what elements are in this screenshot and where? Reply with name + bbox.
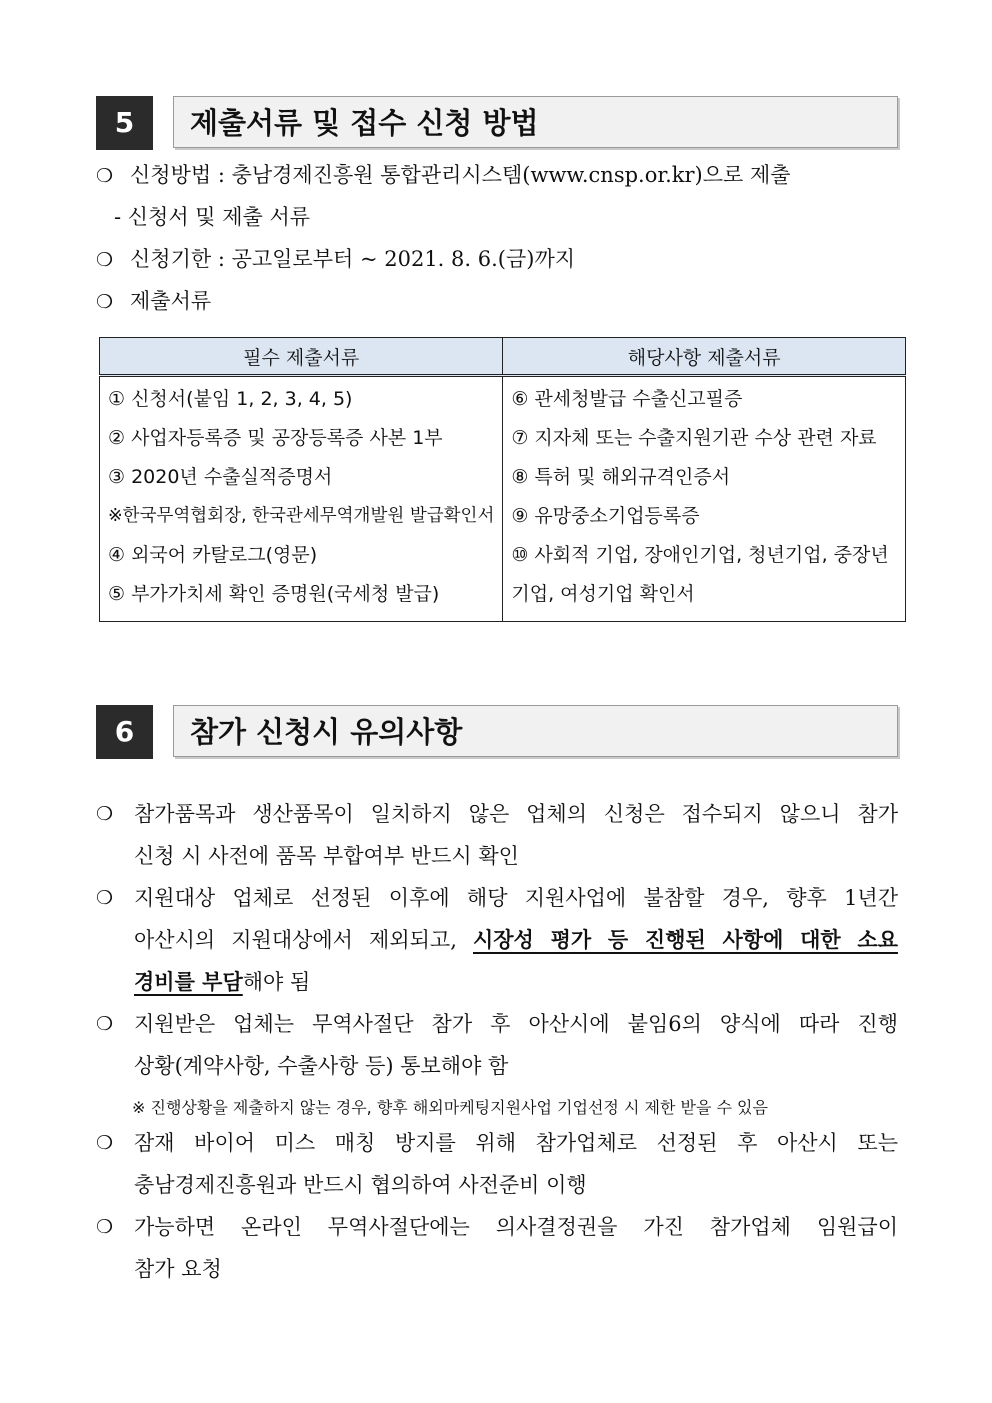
deadline-text: 신청기한 : 공고일로부터 ~ 2021. 8. 6.(금)까지 <box>130 247 576 271</box>
method-text: 신청방법 : 충남경제진흥원 통합관리시스템(www.cnsp.or.kr)으로 제출 <box>130 163 791 187</box>
optional-doc-item: ⑩ 사회적 기업, 장애인기업, 청년기업, 중장년 <box>511 544 889 566</box>
notice-text: 해야 됨 <box>242 970 311 994</box>
required-doc-note: ※한국무역협회장, 한국관세무역개발원 발급확인서 <box>108 506 495 526</box>
notice-line: 참가품목과 생산품목이 일치하지 않은 업체의 신청은 접수되지 않으니 참가 <box>134 802 898 826</box>
circle-bullet-icon: ❍ <box>96 1132 114 1154</box>
circle-bullet-icon: ❍ <box>96 1013 114 1035</box>
notice-line: 상황(계약사항, 수출사항 등) 통보해야 함 <box>134 1054 509 1078</box>
notice-text: 아산시의 지원대상에서 제외되고, <box>134 928 473 952</box>
required-doc-item: ⑤ 부가가치세 확인 증명원(국세청 발급) <box>108 583 440 605</box>
circle-bullet-icon: ❍ <box>96 803 114 825</box>
table-header-required: 필수 제출서류 <box>100 338 503 376</box>
docs-line <box>96 286 211 317</box>
optional-doc-item: ⑧ 특허 및 해외규격인증서 <box>511 466 731 488</box>
notice-line: 참가 요청 <box>134 1257 222 1281</box>
section-number: 6 <box>96 705 153 759</box>
notice-line: 신청 시 사전에 품목 부합여부 반드시 확인 <box>134 844 519 868</box>
required-doc-item: ③ 2020년 수출실적증명서 <box>108 466 333 488</box>
notice-item <box>96 1206 898 1290</box>
optional-doc-item: ⑨ 유망중소기업등록증 <box>511 505 700 527</box>
circle-bullet-icon: ❍ <box>96 1216 114 1238</box>
section-title: 제출서류 및 접수 신청 방법 <box>173 96 898 148</box>
notice-line: 가능하면 온라인 무역사절단에는 의사결정권을 가진 참가업체 임원급이 <box>134 1215 898 1239</box>
optional-doc-item: ⑥ 관세청발급 수출신고필증 <box>511 388 743 410</box>
circle-bullet-icon: ❍ <box>96 249 114 271</box>
notice-item <box>96 877 898 1003</box>
deadline-line <box>96 244 575 275</box>
circle-bullet-icon: ❍ <box>96 291 114 313</box>
section-5-header <box>96 96 900 150</box>
notice-item <box>96 1003 898 1087</box>
section-title: 참가 신청시 유의사항 <box>173 705 898 757</box>
notice-line: 지원받은 업체는 무역사절단 참가 후 아산시에 붙임6의 양식에 따라 진행 <box>134 1012 898 1036</box>
optional-docs-cell <box>503 376 906 622</box>
notice-line: 지원대상 업체로 선정된 이후에 해당 지원사업에 불참할 경우, 향후 1년간 <box>134 886 898 910</box>
docs-text: 제출서류 <box>130 289 212 313</box>
notice-line: 충남경제진흥원과 반드시 협의하여 사전준비 이행 <box>134 1173 587 1197</box>
optional-doc-item-continued: 기업, 여성기업 확인서 <box>511 583 695 605</box>
notice-item <box>96 1122 898 1206</box>
circle-bullet-icon: ❍ <box>96 887 114 909</box>
table-header-optional: 해당사항 제출서류 <box>503 338 906 376</box>
documents-table <box>99 337 906 622</box>
optional-doc-item: ⑦ 지자체 또는 수출지원기관 수상 관련 자료 <box>511 427 877 449</box>
required-docs-cell <box>100 376 503 622</box>
notice-item <box>96 793 898 877</box>
emphasis-text: 시장성 평가 등 진행된 사항에 대한 소요 <box>472 927 898 952</box>
required-doc-item: ② 사업자등록증 및 공장등록증 사본 1부 <box>108 427 443 449</box>
emphasis-text: 경비를 부담 <box>134 969 243 994</box>
method-sub-line: - 신청서 및 제출 서류 <box>114 205 311 229</box>
notice-line: 잠재 바이어 미스 매칭 방지를 위해 참가업체로 선정된 후 아산시 또는 <box>134 1131 898 1155</box>
required-doc-item: ④ 외국어 카탈로그(영문) <box>108 544 318 566</box>
circle-bullet-icon: ❍ <box>96 165 114 187</box>
method-line <box>96 160 791 191</box>
notice-line <box>96 919 898 961</box>
section-number: 5 <box>96 96 153 150</box>
section-6-header <box>96 705 900 759</box>
notice-footnote: ※ 진행상황을 제출하지 않는 경우, 향후 해외마케팅지원사업 기업선정 시 제한 받을 수 있음 <box>132 1098 768 1117</box>
required-doc-item: ① 신청서(붙임 1, 2, 3, 4, 5) <box>108 388 353 410</box>
notice-line <box>96 961 898 1003</box>
